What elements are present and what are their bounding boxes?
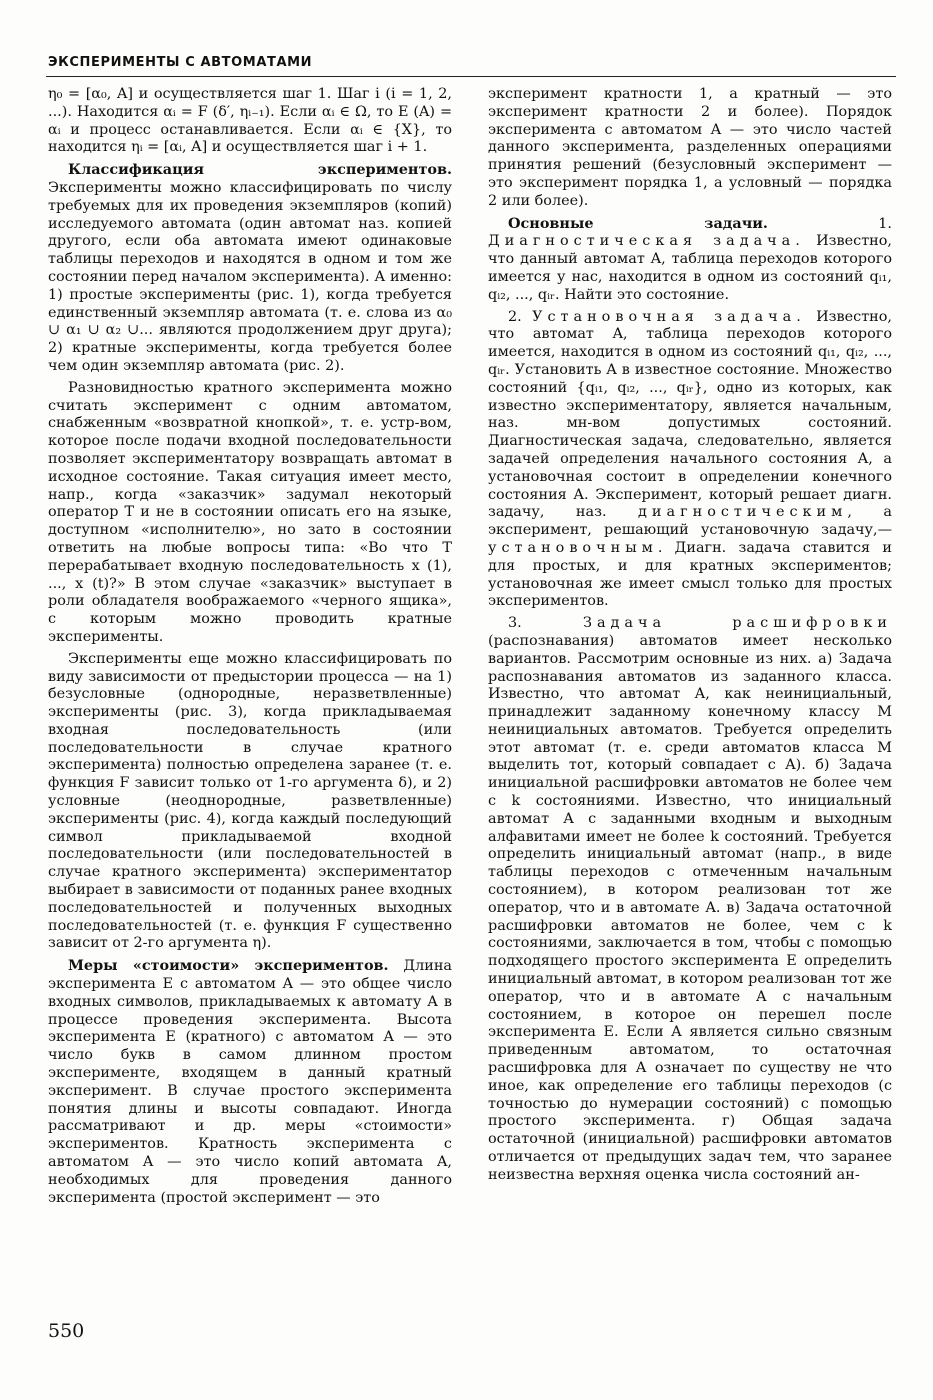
paragraph-return-button: Разновидностью кратного эксперимента можно считать эксперимент с одним автоматом, снабженным «возвратной кнопкой», т. е. устр-вом, которое после подачи входной последовательности позволяет экспериментатору возвращать автомат в исходное состояние. Такая ситуация имеет место, напр., когда «заказчик» задумал некоторый оператор T и не в состоянии описать его на языке, доступном «исполнителю», но зато в состоянии ответить на любые вопросы типа: «Во что T перерабатывает входную последовательность x (1), ..., x (t)?» В этом случае «заказчик» выступает в роли обладателя воображаемого «черного ящика», с которым можно проводить кратные эксперименты. [48, 379, 452, 645]
page-number: 550 [48, 1320, 85, 1342]
paragraph-setting-task [488, 309, 892, 612]
decoding-task-text: (распознавания) автоматов имеет несколько вариантов. Рассмотрим основные из них. а) Задача распознавания автоматов из заданного класса. Известно, что автомат A, как неинициальный, принадлежит заданному конечному классу M неинициальных автоматов. Требуется определить этот автомат (т. е. среди автоматов класса M выделить тот, который совпадает с A). б) Задача инициальной расшифровки автоматов не более чем с k состояниями. Известно, что инициальный автомат A с заданными входным и выходным алфавитами имеет не более k состояний. Требуется определить инициальный автомат (напр., в виде таблицы переходов с отмеченным начальным состоянием), в котором реализован тот же оператор, что и в автомате A. в) Задача остаточной расшифровки автоматов не более, чем с k состояниями, заключается в том, чтобы с помощью подходящего простого эксперимента E определить инициальный автомат, в котором реализован тот же оператор, что и в автомате A с начальным состоянием, в которое он перешел после эксперимента E. Если A является сильно связным приведенным автоматом, то остаточная расшифровка для A означает по существу не что иное, как определение его таблицы переходов (с точностью до нумерации состояний) с помощью простого эксперимента. г) Общая задача остаточной (инициальной) расшифровки автоматов отличается от предыдущих задач тем, что заранее неизвестна верхняя оценка числа состояний ан- [488, 632, 892, 1183]
diagnostic-term: диагностическим [638, 504, 848, 521]
paragraph-dependency-classification: Эксперименты еще можно классифицировать по виду зависимости от предыстории процесса — на 1) безусловные (однородные, неразветвленные) эксперименты (рис. 3), когда прикладываемая входная последовательность (или последовательности в случае кратного эксперимента) полностью определена заранее (т. е. функция F зависит только от 1-го аргумента δ), и 2) условные (неоднородные, разветвленные) эксперименты (рис. 4), когда каждый последующий символ прикладываемой входной последовательности (или последовательностей в случае кратного эксперимента) экспериментатор выбирает в зависимости от поданных ранее входных последовательностей и полученных выходных последовательностей (т. е. функция F существенно зависит от 2-го аргумента η). [48, 650, 452, 952]
running-title: ЭКСПЕРИМЕНТЫ С АВТОМАТАМИ [48, 55, 313, 70]
setting-task-text-a: Известно, что автомат A, таблица переходов которого имеется, находится в одном из состояний qᵢ₁, qᵢ₂, ..., qᵢᵣ. Установить A в известное состояние. Множество состояний {qᵢ₁, qᵢ₂, ..., qᵢᵣ}, одно из которых, как известно экспериментатору, является начальным, наз. мн-вом допустимых состояний. Диагностическая задача, следовательно, является задачей определения начального состояния A, а установочная состоит в определении конечного состояния A. Эксперимент, который решает диагн. задачу, наз. [488, 308, 892, 521]
paragraph-classification [48, 161, 452, 376]
diagnostic-task-term: Диагностическая задача. [488, 233, 805, 250]
diagnostic-task-number: 1. [767, 215, 892, 232]
decoding-task-term: Задача расшифровки [583, 615, 892, 632]
classification-text: Эксперименты можно классифицировать по числу требуемых для их проведения экземпляров (копий) исследуемого автомата (один автомат наз. копией другого, если оба автомата имеют одинаковые таблицы переходов и находятся в одном и том же состоянии перед началом эксперимента). А именно: 1) простые эксперименты (рис. 1), когда требуется единственный экземпляр автомата (т. е. слова из α₀ ∪ α₁ ∪ α₂ ∪... являются продолжением друг друга); 2) кратные эксперименты, когда требуется более чем один экземпляр автомата (рис. 2). [48, 179, 452, 374]
heading-classification: Классификация экспериментов. [68, 161, 452, 179]
setting-task-term: Установочная задача. [532, 308, 806, 325]
header-rule [46, 76, 896, 77]
paragraph-multiplicity-order: эксперимент кратности 1, а кратный — это эксперимент кратности 2 и более). Порядок эксперимента с автоматом A — это число частей данного эксперимента, разделенных операциями принятия решений (безусловный эксперимент — это эксперимент порядка 1, а условный — порядка 2 или более). [488, 86, 892, 209]
left-column [48, 86, 452, 1316]
right-column [488, 86, 892, 1316]
setting-task-text-c: . Диагн. задача ставится и для простых, и для кратных экспериментов; установочная же имеет смысл только для простых экспериментов. [488, 539, 892, 610]
paragraph-cost-measures [48, 957, 452, 1207]
heading-cost-measures: Меры «стоимости» экспериментов. [68, 957, 389, 975]
diagnostic-task-text: Известно, что данный автомат A, таблица переходов которого имеется у нас, находится в одном из состояний qᵢ₁, qᵢ₂, ..., qᵢᵣ. Найти это состояние. [488, 233, 892, 303]
setting-term: установочным [488, 539, 658, 556]
paragraph-algorithm-steps: η₀ = [α₀, A] и осуществляется шаг 1. Шаг i (i = 1, 2, ...). Находится αᵢ = F (δ′, ηᵢ₋₁). Если αᵢ ∈ Ω, то E (A) = αᵢ и процесс останавливается. Если αᵢ ∈ {X}, то находится ηᵢ = [αᵢ, A] и осуществляется шаг i + 1. [48, 86, 452, 156]
cost-measures-text: Длина эксперимента E с автоматом A — это общее число входных символов, прикладываемых к автомату A в процессе проведения эксперимента. Высота эксперимента E (кратного) с автоматом A — это число букв в самом длинном простом эксперименте, входящем в данный кратный эксперимент. В случае простого эксперимента понятия длины и высоты совпадают. Иногда рассматривают и др. меры «стоимости» экспериментов. Кратность эксперимента с автоматом A — это число копий автомата A, необходимых для проведения данного эксперимента (простой эксперимент — это [48, 958, 452, 1206]
setting-task-text-b: , а эксперимент, решающий установочную задачу,— [488, 504, 892, 539]
paragraph-diagnostic-task [488, 215, 892, 305]
heading-main-tasks: Основные задачи. [508, 214, 768, 232]
decoding-task-number: 3. [508, 615, 583, 632]
paragraph-decoding-task [488, 615, 892, 1185]
setting-task-number: 2. [508, 308, 533, 325]
